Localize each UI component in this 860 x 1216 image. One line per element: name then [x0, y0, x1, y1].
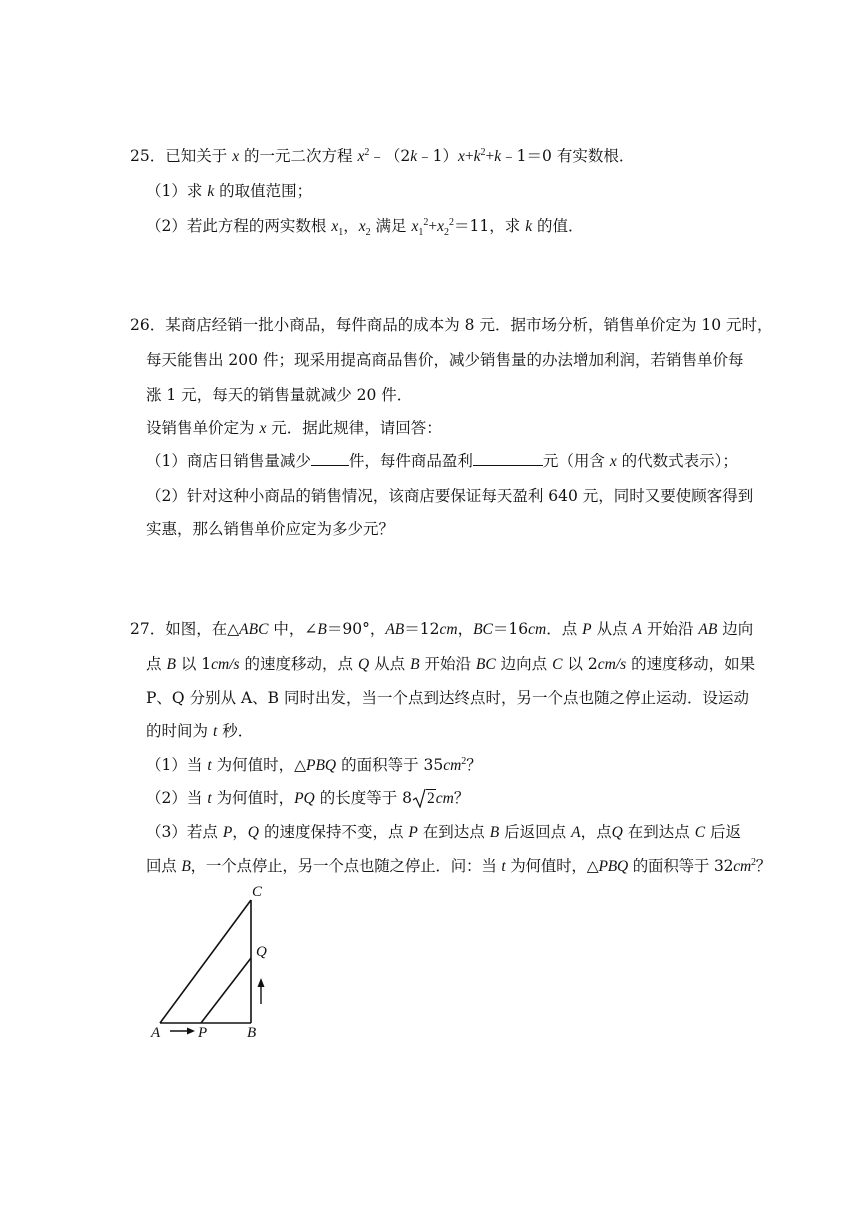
q26-line1: 26．某商店经销一批小商品，每件商品的成本为 8 元．据市场分析，销售单价定为 10 元时， — [130, 316, 773, 334]
label-A: A — [151, 1025, 161, 1041]
q27-line2: 点 B 以 1cm/s 的速度移动，点 Q 从点 B 开始沿 BC 边向点 C 以 2cm/s 的速度移动，如果 — [146, 655, 756, 673]
q25-part2: （2）若此方程的两实数根 $x_1$，$x_2$ 满足 $x_1^2+x_2^2=11$，求 k 的值． — [146, 216, 584, 239]
q27-part1: （1）当 t 为何值时，△PBQ 的面积等于 $35cm^2$？ — [146, 755, 482, 774]
sqrt-sign-icon — [412, 788, 426, 808]
q26-part1: （1）商店日销售量减少 件，每件商品盈利 元（用含 x 的代数式表示）； — [146, 452, 738, 470]
q27-part3-line2: 回点 B，一个点停止，另一个点也随之停止．问：当 t 为何值时，△PBQ 的面积等于 $32cm^2$？ — [146, 856, 772, 875]
q25-stem: 25．已知关于 x 的一元二次方程 $x^2﹣(2k﹣1)x+k^2+k﹣1=0$ 有实数根． — [130, 146, 635, 165]
q26-part2-line2: 实惠，那么销售单价应定为多少元？ — [146, 520, 395, 538]
triangle-figure — [140, 880, 280, 1045]
arrow-up-icon — [258, 978, 265, 1004]
q26-line4: 设销售单价定为 x 元．据此规律，请回答： — [146, 419, 442, 437]
q25-part1: （1）求 k 的取值范围； — [146, 182, 313, 200]
label-P: P — [198, 1025, 208, 1041]
q27-line3: P、Q 分别从 A、B 同时出发，当一个点到达终点时，另一个点也随之停止运动．设运动 — [146, 689, 750, 707]
label-Q: Q — [256, 944, 267, 960]
q26-line3: 涨 1 元，每天的销售量就减少 20 件． — [146, 386, 413, 404]
q27-part2: （2）当 t 为何值时，PQ 的长度等于 8 2cm？ — [146, 789, 470, 807]
q26-blank-1[interactable] — [311, 451, 349, 466]
label-B: B — [247, 1025, 257, 1041]
label-C: C — [252, 884, 263, 900]
q27-part3-line1: （3）若点 P，Q 的速度保持不变，点 P 在到达点 B 后返回点 A，点Q 在到达点 C 后返 — [146, 823, 741, 841]
arrow-right-icon — [170, 1028, 195, 1035]
q26-blank-2[interactable] — [473, 451, 543, 466]
sqrt-radical: 2 — [412, 788, 436, 809]
side-AC — [160, 900, 251, 1023]
q25-number: 25． — [130, 147, 166, 165]
q27-line1: 27．如图，在△ABC 中，∠B＝90°，AB＝12cm，BC＝16cm．点 P 从点 A 开始沿 AB 边向 — [130, 620, 754, 638]
q26-part2-line1: （2）针对这种小商品的销售情况，该商店要保证每天盈利 640 元，同时又要使顾客得到 — [146, 487, 754, 505]
q27-line4: 的时间为 t 秒． — [146, 722, 254, 740]
q26-line2: 每天能售出 200 件；现采用提高商品售价，减少销售量的办法增加利润，若销售单价每 — [146, 351, 744, 369]
segment-PQ — [201, 958, 251, 1023]
